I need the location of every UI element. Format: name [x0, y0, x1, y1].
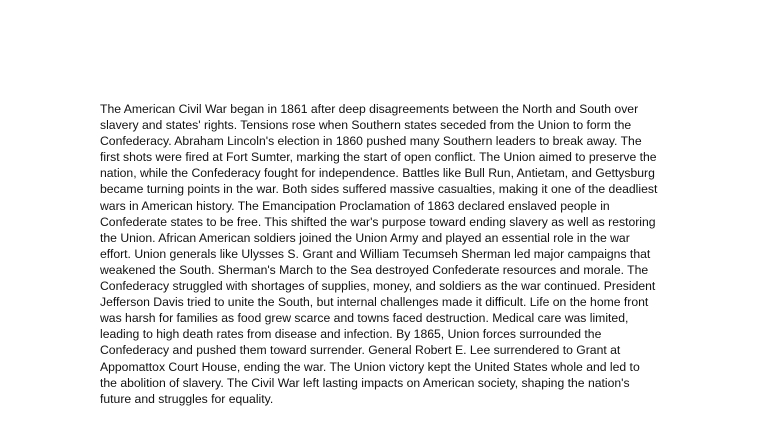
paragraph-line: The American Civil War began in 1861 after deep disagreements between the North and South over [100, 102, 639, 116]
paragraph-line: slavery and states' rights. Tensions rose when Southern states seceded from the Union to form the [100, 118, 632, 133]
body-paragraph [100, 101, 700, 407]
paragraph-line: Confederacy and pushed them toward surrender. General Robert E. Lee surrendered to Grant at [100, 343, 621, 358]
paragraph-line: future and struggles for equality. [100, 391, 274, 406]
paragraph-line: the Union. African American soldiers joined the Union Army and played an essential role in the war [100, 230, 630, 245]
paragraph-line: leading to high death rates from disease and infection. By 1865, Union forces surrounded the [100, 327, 602, 342]
paragraph-line: Confederacy. Abraham Lincoln's election in 1860 pushed many Southern leaders to break away. The [100, 134, 642, 149]
paragraph-line: effort. Union generals like Ulysses S. Grant and William Tecumseh Sherman led major campaigns that [100, 246, 651, 261]
paragraph-line: wars in American history. The Emancipation Proclamation of 1863 declared enslaved people in [100, 198, 610, 213]
paragraph-line: Confederate states to be free. This shifted the war's purpose toward ending slavery as well as restoring [100, 214, 656, 229]
paragraph-line: Jefferson Davis tried to unite the South, but internal challenges made it difficult. Life on the home front [100, 295, 649, 310]
paragraph-line: Confederacy struggled with shortages of supplies, money, and soldiers as the war continued. President [100, 279, 656, 294]
paragraph-line: weakened the South. Sherman's March to the Sea destroyed Confederate resources and morale. The [100, 262, 649, 277]
paragraph-line: was harsh for families as food grew scarce and towns faced destruction. Medical care was limited, [100, 311, 629, 326]
paragraph-line: nation, while the Confederacy fought for independence. Battles like Bull Run, Antietam, and Gettysburg [100, 166, 655, 181]
paragraph-line: the abolition of slavery. The Civil War left lasting impacts on American society, shaping the nation's [100, 375, 630, 390]
paragraph-line: became turning points in the war. Both sides suffered massive casualties, making it one of the deadliest [100, 182, 658, 197]
paragraph-line: first shots were fired at Fort Sumter, marking the start of open conflict. The Union aimed to preserve the [100, 150, 657, 165]
paragraph-line: Appomattox Court House, ending the war. The Union victory kept the United States whole and led to [100, 359, 640, 374]
